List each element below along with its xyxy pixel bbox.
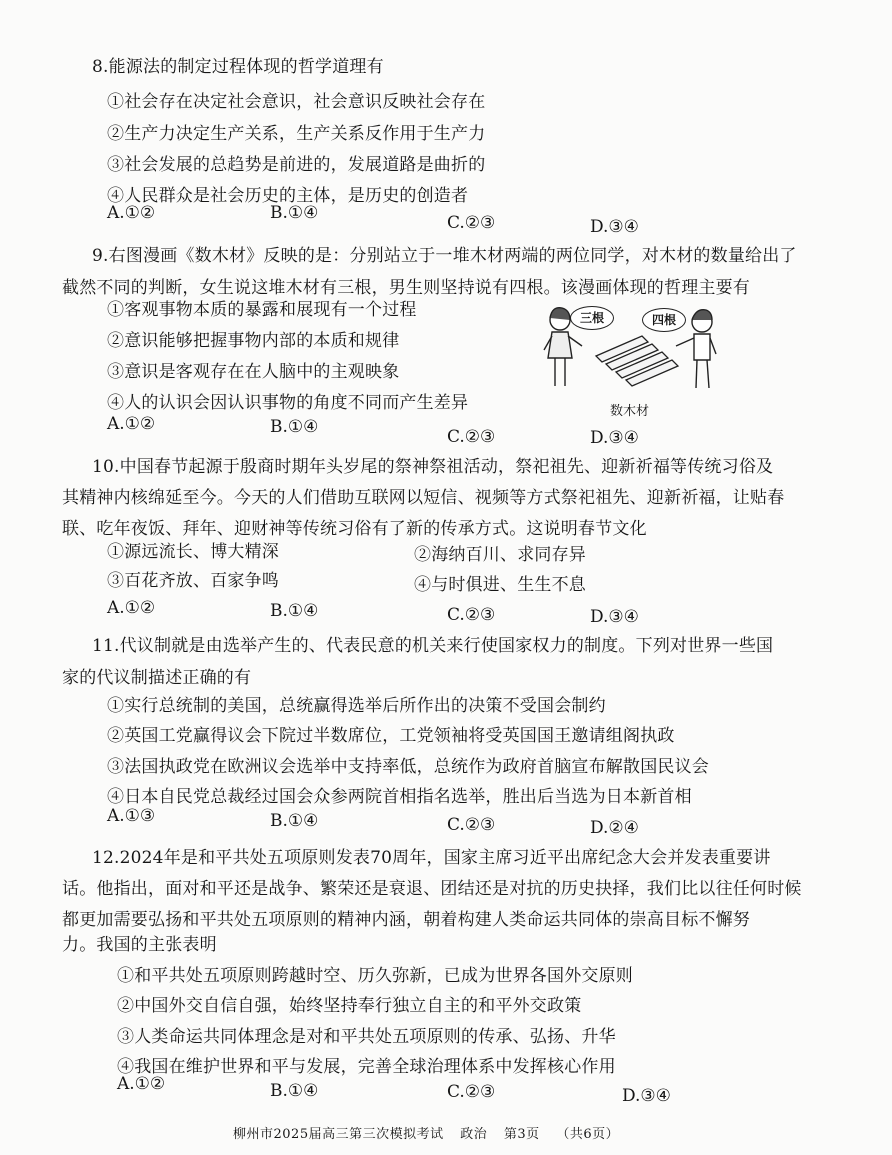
option-b[interactable]: B.①④ [270,203,319,223]
statement-1: ①源远流长、博大精深 [107,542,279,562]
option-a[interactable]: A.①② [107,598,156,618]
statement-1: ①客观事物本质的暴露和展现有一个过程 [107,300,417,320]
statement-3: ③社会发展的总趋势是前进的，发展道路是曲折的 [107,155,486,175]
statement-1: ①社会存在决定社会意识，社会意识反映社会存在 [107,92,486,112]
cartoon-caption: 数木材 [610,404,650,419]
question-stem-line-1: 9.右图漫画《数木材》反映的是：分别站立于一堆木材两端的两位同学，对木材的数量给出了 [92,246,797,266]
option-b[interactable]: B.①④ [270,601,319,621]
question-stem-line-2: 话。他指出，面对和平还是战争、繁荣还是衰退、团结还是对抗的历史抉择，我们比以往任何时候 [62,879,802,899]
option-a[interactable]: A.①② [117,1074,166,1094]
option-c[interactable]: C.②③ [447,213,496,233]
statement-3: ③意识是客观存在在人脑中的主观映象 [107,362,400,382]
statement-3: ③人类命运共同体理念是对和平共处五项原则的传承、弘扬、升华 [117,1027,616,1047]
question-stem-line-1: 12.2024年是和平共处五项原则发表70周年，国家主席习近平出席纪念大会并发表重要讲 [92,848,771,868]
statement-2: ②中国外交自信自强，始终坚持奉行独立自主的和平外交政策 [117,996,582,1016]
statement-4: ④我国在维护世界和平与发展，完善全球治理体系中发挥核心作用 [117,1057,616,1077]
statement-4: ④日本自民党总裁经过国会众参两院首相指名选举，胜出后当选为日本新首相 [107,787,692,807]
cartoon-counting-logs [530,298,730,420]
girl-speech-bubble: 三根 [570,306,614,330]
statement-2: ②海纳百川、求同存异 [414,545,586,565]
option-a[interactable]: A.①② [107,414,156,434]
question-stem-line-1: 11.代议制就是由选举产生的、代表民意的机关来行使国家权力的制度。下列对世界一些国 [92,636,774,656]
option-b[interactable]: B.①④ [270,417,319,437]
option-d[interactable]: D.③④ [622,1086,671,1106]
option-c[interactable]: C.②③ [447,815,496,835]
option-b[interactable]: B.①④ [270,811,319,831]
option-c[interactable]: C.②③ [447,1082,496,1102]
option-a[interactable]: A.①③ [107,806,156,826]
question-stem-line-3: 联、吃年夜饭、拜年、迎财神等传统习俗有了新的传承方式。这说明春节文化 [62,519,647,539]
statement-4: ④与时俱进、生生不息 [414,575,586,595]
question-stem-line-2: 截然不同的判断，女生说这堆木材有三根，男生则坚持说有四根。该漫画体现的哲理主要有 [62,278,750,298]
cartoon-illustration [530,298,730,398]
statement-2: ②英国工党赢得议会下院过半数席位，工党领袖将受英国国王邀请组阁执政 [107,726,675,746]
option-d[interactable]: D.②④ [590,818,639,838]
option-b[interactable]: B.①④ [270,1081,319,1101]
question-stem-line-2: 其精神内核绵延至今。今天的人们借助互联网以短信、视频等方式祭祀祖先、迎新祈福，让贴春 [62,488,785,508]
question-stem: 8.能源法的制定过程体现的哲学道理有 [92,57,384,77]
option-d[interactable]: D.③④ [590,428,639,448]
option-a[interactable]: A.①② [107,203,156,223]
page-footer [233,1126,631,1144]
page-total: （共6页） [556,1127,620,1142]
option-d[interactable]: D.③④ [590,607,639,627]
statement-2: ②意识能够把握事物内部的本质和规律 [107,331,400,351]
option-c[interactable]: C.②③ [447,427,496,447]
exam-title: 柳州市2025届高三第三次模拟考试 [233,1127,444,1142]
statement-3: ③百花齐放、百家争鸣 [107,571,279,591]
question-stem-line-1: 10.中国春节起源于殷商时期年头岁尾的祭神祭祖活动，祭祀祖先、迎新祈福等传统习俗及 [92,457,774,477]
subject-label: 政治 [460,1127,488,1142]
statement-4: ④人的认识会因认识事物的角度不同而产生差异 [107,393,469,413]
statement-2: ②生产力决定生产关系，生产关系反作用于生产力 [107,124,486,144]
option-d[interactable]: D.③④ [590,217,639,237]
question-stem-line-4: 力。我国的主张表明 [62,935,217,955]
statement-1: ①和平共处五项原则跨越时空、历久弥新，已成为世界各国外交原则 [117,966,633,986]
option-c[interactable]: C.②③ [447,605,496,625]
page-number: 第3页 [503,1127,540,1142]
boy-speech-bubble: 四根 [642,308,686,332]
statement-3: ③法国执政党在欧洲议会选举中支持率低，总统作为政府首脑宣布解散国民议会 [107,757,709,777]
statement-1: ①实行总统制的美国，总统赢得选举后所作出的决策不受国会制约 [107,696,606,716]
question-stem-line-3: 都更加需要弘扬和平共处五项原则的精神内涵，朝着构建人类命运共同体的崇高目标不懈努 [62,910,750,930]
statement-4: ④人民群众是社会历史的主体，是历史的创造者 [107,186,469,206]
question-stem-line-2: 家的代议制描述正确的有 [62,668,252,688]
